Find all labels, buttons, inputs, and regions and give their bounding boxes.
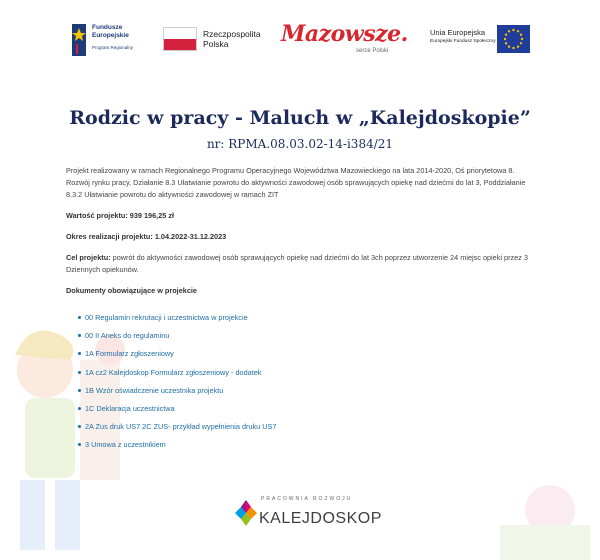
mazowsze-logo: Mazowsze. serce Polski bbox=[281, 21, 408, 54]
list-item bbox=[78, 403, 536, 421]
list-item bbox=[78, 312, 536, 330]
document-link[interactable]: 1C Deklaracja uczestnictwa bbox=[85, 403, 175, 413]
document-link[interactable]: 1B Wzór oświadczenie uczestnika projektu bbox=[85, 385, 224, 395]
document-link[interactable]: 1A cz2 Kalejdoskop Formularz zgłoszeniowy - dodatek bbox=[85, 367, 262, 377]
document-link[interactable]: 1A Formularz zgłoszeniowy bbox=[85, 349, 174, 359]
polish-flag-icon bbox=[163, 27, 197, 51]
list-item bbox=[78, 421, 536, 439]
rzeczpospolita-polska-logo: Rzeczpospolita Polska bbox=[163, 18, 263, 60]
document-link[interactable]: 2A Zus druk US7 2C ZUS- przykład wypełnienia druku US7 bbox=[85, 422, 277, 432]
document-link[interactable]: 00 II Aneks do regulaminu bbox=[85, 331, 170, 341]
funding-logos-bar bbox=[70, 18, 530, 60]
fundusze-europejskie-logo: Fundusze Europejskie Program Regionalny bbox=[70, 18, 150, 60]
document-link[interactable]: 00 Regulamin rekrutacji i uczestnictwa w projekcie bbox=[85, 313, 248, 322]
unia-europejska-logo: Unia Europejska Europejski Fundusz Społeczny bbox=[425, 18, 530, 60]
documents-header: Dokumenty obowiązujące w projekcie bbox=[66, 286, 197, 295]
decorative-shapes bbox=[480, 470, 600, 560]
list-item bbox=[78, 330, 536, 348]
kalejdoskop-logo: PRACOWNIA ROZWOJU KALEJDOSKOP bbox=[234, 494, 374, 534]
project-value: Wartość projektu: 939 196,25 zł bbox=[66, 211, 175, 220]
project-description: Projekt realizowany w ramach Regionalnego Programu Operacyjnego Województwa Mazowieckiego na lata 2014-2020, Oś priorytetowa 8. Rozwój rynku pracy, Działanie 8.3 Ułatwianie powrotu do aktywności zawodowej osób sprawujących opiekę nad dziećmi do lat 3, Poddziałanie 8.3.2 Ułatwianie powrotu do aktywności zawodowej w ramach ZIT bbox=[66, 166, 526, 199]
eu-flag-icon bbox=[497, 25, 530, 53]
list-item bbox=[78, 367, 536, 385]
fe-star-icon bbox=[70, 20, 90, 58]
document-link[interactable]: 3 Umowa z uczestnikiem bbox=[85, 440, 166, 450]
project-goal: Cel projektu: powrót do aktywności zawodowej osób sprawujących opiekę nad dziećmi do lat 3ch poprzez utworzenie 24 miejsc opieki przez 3 Dziennych opiekunów. bbox=[66, 253, 528, 274]
list-item bbox=[78, 385, 536, 403]
list-item bbox=[78, 439, 536, 457]
page-title: Rodzic w pracy - Maluch w „Kalejdoskopie” bbox=[69, 106, 531, 129]
kaleidoscope-icon bbox=[234, 498, 258, 528]
project-content bbox=[66, 165, 536, 458]
list-item bbox=[78, 348, 536, 366]
documents-list bbox=[66, 312, 536, 458]
project-period: Okres realizacji projektu: 1.04.2022-31.12.2023 bbox=[66, 232, 227, 241]
project-number: nr: RPMA.08.03.02-14-i384/21 bbox=[206, 137, 394, 151]
